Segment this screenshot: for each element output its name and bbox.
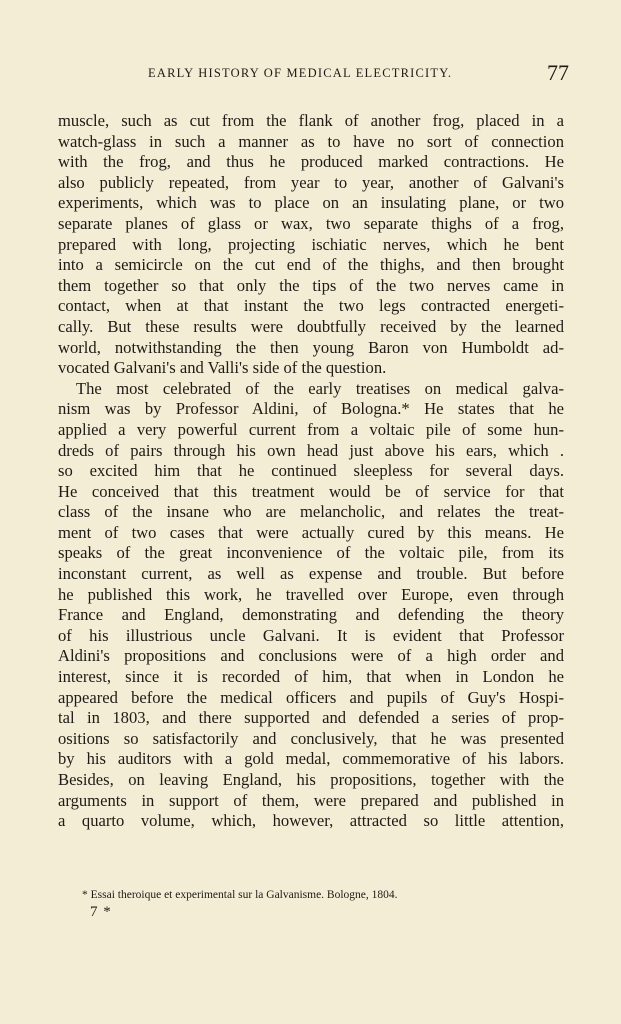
page-number: 77 — [547, 60, 569, 85]
text-line: experiments, which was to place on an insulating plane, or two — [58, 193, 564, 213]
text-line: world, notwithstanding the then young Baron von Humboldt ad- — [58, 337, 564, 357]
text-line: interest, since it is recorded of him, that when in London he — [58, 667, 564, 687]
footnote: * Essai theroique et experimental sur la Galvanisme. Bologne, 1804. — [82, 889, 398, 901]
text-line: Besides, on leaving England, his propositions, together with the — [58, 770, 564, 789]
text-line: watch-glass in such a manner as to have no sort of connection — [58, 131, 564, 151]
signature-mark: 7 * — [90, 904, 112, 920]
text-line: dreds of pairs through his own head just above his ears, which . — [58, 440, 564, 460]
text-line: He conceived that this treatment would be of service for that — [58, 481, 564, 501]
text-line: class of the insane who are melancholic, and relates the treat- — [58, 502, 564, 522]
text-line: speaks of the great inconvenience of the voltaic pile, from its — [58, 543, 564, 563]
body-text — [58, 111, 564, 832]
text-line: them together so that only the tips of the two nerves came in — [58, 275, 564, 295]
text-line: separate planes of glass or wax, two separate thighs of a frog, — [58, 213, 564, 233]
text-line: The most celebrated of the early treatises on medical galva- — [76, 378, 564, 398]
text-line: appeared before the medical officers and pupils of Guy's Hospi- — [58, 687, 564, 707]
text-line: prepared with long, projecting ischiatic nerves, which he bent — [58, 234, 564, 254]
text-line: contact, when at that instant the two legs contracted energeti- — [58, 296, 564, 316]
text-line: ment of two cases that were actually cured by this means. He — [58, 522, 564, 542]
text-line: ositions so satisfactorily and conclusively, that he was presented — [58, 728, 564, 748]
text-line: Aldini's propositions and conclusions were of a high order and — [58, 646, 564, 666]
text-line: also publicly repeated, from year to year, another of Galvani's — [58, 172, 564, 192]
text-line: he published this work, he travelled over Europe, even through — [58, 584, 564, 604]
text-line: France and England, demonstrating and defending the theory — [58, 605, 564, 625]
text-line: nism was by Professor Aldini, of Bologna.* He states that he — [58, 399, 564, 419]
text-line: of his illustrious uncle Galvani. It is evident that Professor — [58, 625, 564, 645]
text-line: by his auditors with a gold medal, commemorative of his labors. — [58, 749, 564, 769]
text-line: so excited him that he continued sleepless for several days. — [58, 461, 564, 481]
text-line: with the frog, and thus he produced marked contractions. He — [58, 152, 564, 172]
text-line: tal in 1803, and there supported and defended a series of prop- — [58, 708, 564, 728]
text-line: arguments in support of them, were prepared and published in — [58, 790, 564, 810]
text-line: a quarto volume, which, however, attracted so little attention, — [58, 811, 564, 831]
text-line: inconstant current, as well as expense and trouble. But before — [58, 564, 564, 584]
text-line: cally. But these results were doubtfully received by the learned — [58, 316, 564, 336]
text-line: applied a very powerful current from a voltaic pile of some hun- — [58, 419, 564, 439]
text-line: vocated Galvani's and Valli's side of the question. — [58, 358, 387, 378]
text-line: into a semicircle on the cut end of the thighs, and then brought — [58, 255, 564, 275]
page-header — [58, 62, 569, 86]
text-line: muscle, such as cut from the flank of another frog, placed in a — [58, 111, 564, 130]
running-head: EARLY HISTORY OF MEDICAL ELECTRICITY. — [148, 66, 453, 80]
